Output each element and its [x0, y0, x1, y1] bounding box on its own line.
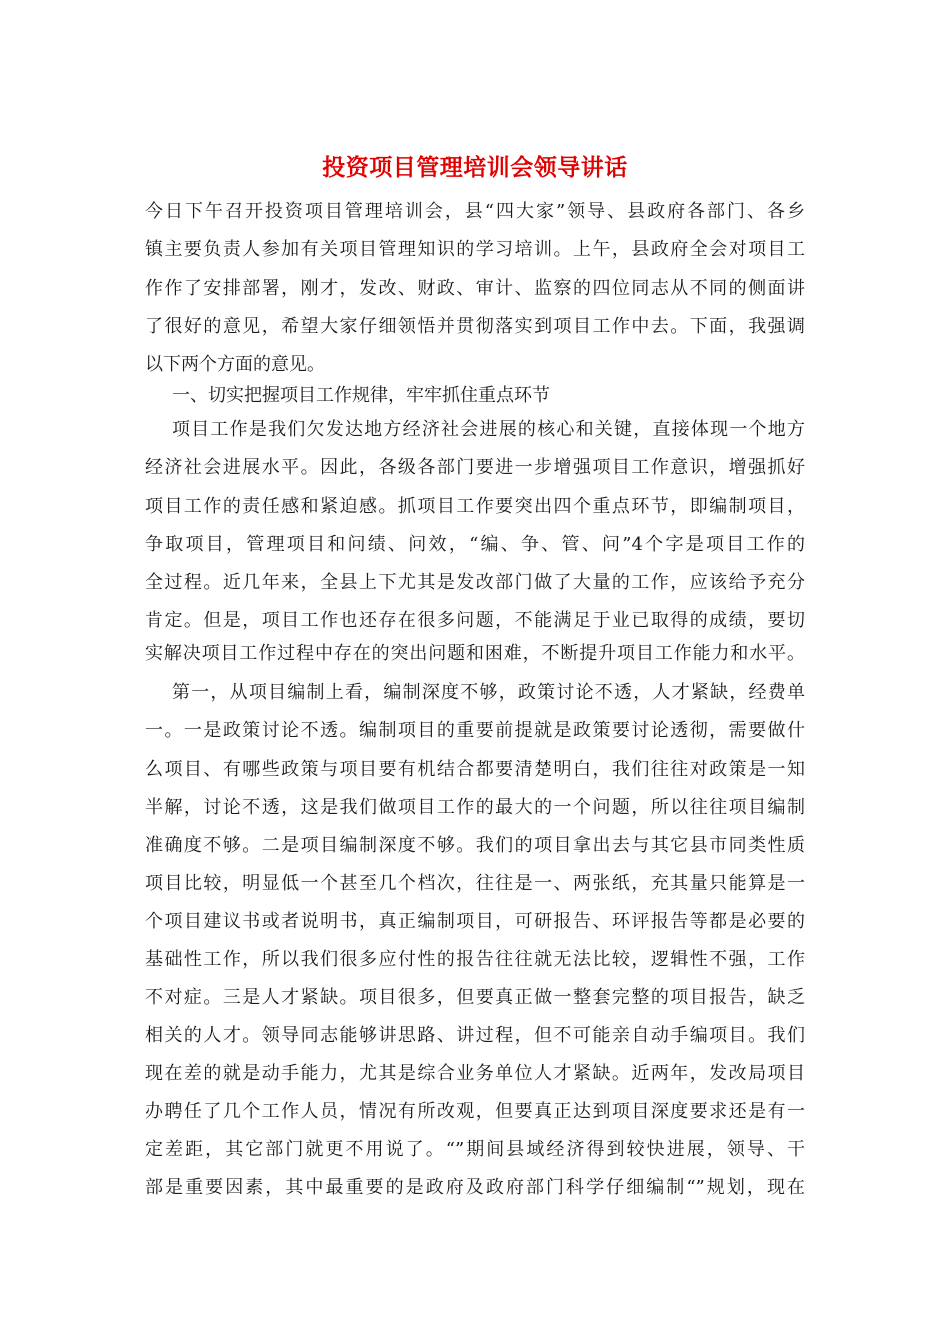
body-line: 部是重要因素，其中最重要的是政府及政府部门科学仔细编制“”规划，现在: [145, 1177, 805, 1198]
body-line: 基础性工作，所以我们很多应付性的报告往往就无法比较，逻辑性不强，工作: [145, 949, 805, 970]
body-line: 准确度不够。二是项目编制深度不够。我们的项目拿出去与其它县市同类性质: [145, 835, 805, 856]
body-line: 项目工作的责任感和紧迫感。抓项目工作要突出四个重点环节，即编制项目，: [145, 496, 805, 517]
body-line: 项目比较，明显低一个甚至几个档次，往往是一、两张纸，充其量只能算是一: [145, 873, 805, 894]
body-line: 争取项目，管理项目和问绩、问效，“编、争、管、问”4个字是项目工作的: [145, 534, 805, 555]
body-line: 镇主要负责人参加有关项目管理知识的学习培训。上午，县政府全会对项目工: [145, 239, 805, 260]
body-line: 作作了安排部署，刚才，发改、财政、审计、监察的四位同志从不同的侧面讲: [145, 278, 805, 299]
body-line: 个项目建议书或者说明书，真正编制项目，可研报告、环评报告等都是必要的: [145, 911, 805, 932]
body-line: 第一，从项目编制上看，编制深度不够，政策讨论不透，人才紧缺，经费单: [172, 682, 805, 703]
body-line: 今日下午召开投资项目管理培训会，县“四大家”领导、县政府各部门、各乡: [145, 201, 805, 222]
body-line: 现在差的就是动手能力，尤其是综合业务单位人才紧缺。近两年，发改局项目: [145, 1063, 805, 1084]
body-line: 一。一是政策讨论不透。编制项目的重要前提就是政策要讨论透彻，需要做什: [145, 720, 805, 741]
document-title: 投资项目管理培训会领导讲话: [322, 154, 628, 181]
body-line: 项目工作是我们欠发达地方经济社会进展的核心和关键，直接体现一个地方: [172, 419, 805, 440]
section-heading: 一、切实把握项目工作规律，牢牢抓住重点环节: [172, 385, 550, 406]
body-line: 相关的人才。领导同志能够讲思路、讲过程，但不可能亲自动手编项目。我们: [145, 1025, 805, 1046]
body-line: 么项目、有哪些政策与项目要有机结合都要清楚明白，我们往往对政策是一知: [145, 759, 805, 780]
body-line: 肯定。但是，项目工作也还存在很多问题，不能满足于业已取得的成绩，要切: [145, 610, 805, 631]
body-line: 定差距，其它部门就更不用说了。“”期间县域经济得到较快进展，领导、干: [145, 1139, 805, 1160]
body-line: 经济社会进展水平。因此，各级各部门要进一步增强项目工作意识，增强抓好: [145, 457, 805, 478]
body-line: 办聘任了几个工作人员，情况有所改观，但要真正达到项目深度要求还是有一: [145, 1101, 805, 1122]
body-line: 以下两个方面的意见。: [145, 354, 325, 375]
body-line: 实解决项目工作过程中存在的突出问题和困难，不断提升项目工作能力和水平。: [145, 643, 805, 664]
body-line: 不对症。三是人才紧缺。项目很多，但要真正做一整套完整的项目报告，缺乏: [145, 987, 805, 1008]
body-line: 全过程。近几年来，全县上下尤其是发改部门做了大量的工作，应该给予充分: [145, 572, 805, 593]
body-line: 了很好的意见，希望大家仔细领悟并贯彻落实到项目工作中去。下面，我强调: [145, 316, 805, 337]
body-line: 半解，讨论不透，这是我们做项目工作的最大的一个问题，所以往往项目编制: [145, 797, 805, 818]
